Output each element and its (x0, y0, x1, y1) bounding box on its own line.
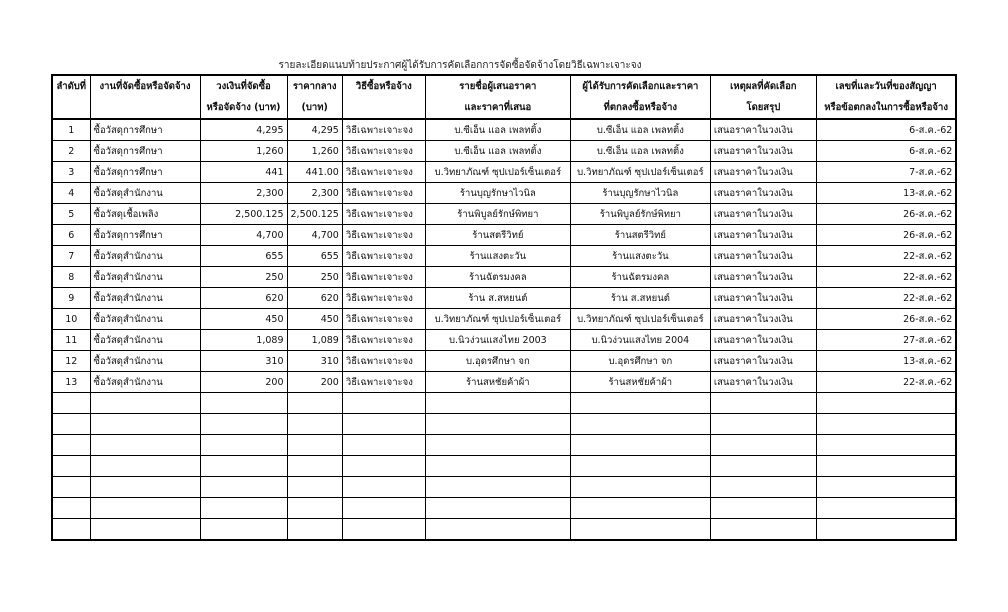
row-number-cell: 8 (52, 267, 90, 288)
method-cell: วิธีเฉพาะเจาะจง (342, 309, 425, 330)
empty-cell (425, 414, 570, 435)
contract-date-cell: 7-ส.ค.-62 (816, 162, 956, 183)
header-row-top (52, 75, 956, 97)
table-row (52, 246, 956, 267)
procurement-table (51, 74, 957, 541)
contract-date-cell: 27-ส.ค.-62 (816, 330, 956, 351)
empty-cell (287, 519, 342, 541)
empty-cell (342, 393, 425, 414)
selected-vendor-cell: ร้านบุญรักษาไวนิล (570, 183, 710, 204)
bidder-cell: ร้านสตรีวิทย์ (425, 225, 570, 246)
selected-vendor-cell: บ.ซีเอ็น แอล เพลทติ้ง (570, 141, 710, 162)
budget-cell: 1,089 (200, 330, 287, 351)
table-row (52, 309, 956, 330)
row-number-cell: 11 (52, 330, 90, 351)
header-cell: หรือข้อตกลงในการซื้อหรือจ้าง (816, 97, 956, 119)
median-price-cell: 4,700 (287, 225, 342, 246)
header-cell: ราคากลาง (287, 75, 342, 97)
empty-cell (425, 498, 570, 519)
selected-vendor-cell: ร้าน ส.สหยนต์ (570, 288, 710, 309)
header-cell: งานที่จัดซื้อหรือจัดจ้าง (90, 75, 200, 97)
empty-cell (287, 498, 342, 519)
table-row (52, 141, 956, 162)
empty-cell (425, 393, 570, 414)
empty-table-row (52, 498, 956, 519)
contract-date-cell: 26-ส.ค.-62 (816, 204, 956, 225)
header-cell: เหตุผลที่คัดเลือก (710, 75, 816, 97)
reason-cell: เสนอราคาในวงเงิน (710, 183, 816, 204)
method-cell: วิธีเฉพาะเจาะจง (342, 351, 425, 372)
row-number-cell: 2 (52, 141, 90, 162)
item-cell: ซื้อวัสดุสำนักงาน (90, 309, 200, 330)
item-cell: ซื้อวัสดุสำนักงาน (90, 288, 200, 309)
empty-table-row (52, 477, 956, 498)
empty-cell (710, 519, 816, 541)
row-number-cell: 9 (52, 288, 90, 309)
median-price-cell: 2,500.125 (287, 204, 342, 225)
empty-cell (287, 477, 342, 498)
budget-cell: 441 (200, 162, 287, 183)
median-price-cell: 655 (287, 246, 342, 267)
empty-cell (570, 477, 710, 498)
empty-cell (90, 498, 200, 519)
table-row (52, 225, 956, 246)
median-price-cell: 441.00 (287, 162, 342, 183)
method-cell: วิธีเฉพาะเจาะจง (342, 330, 425, 351)
item-cell: ซื้อวัสดุสำนักงาน (90, 351, 200, 372)
empty-cell (342, 414, 425, 435)
row-number-cell: 10 (52, 309, 90, 330)
header-cell: รายชื่อผู้เสนอราคา (425, 75, 570, 97)
empty-cell (710, 456, 816, 477)
empty-cell (90, 477, 200, 498)
method-cell: วิธีเฉพาะเจาะจง (342, 225, 425, 246)
table-row (52, 267, 956, 288)
table-row (52, 162, 956, 183)
bidder-cell: บ.วิทยาภัณฑ์ ซุปเปอร์เซ็นเตอร์ (425, 162, 570, 183)
selected-vendor-cell: บ.อุดรศึกษา จก (570, 351, 710, 372)
table-row (52, 330, 956, 351)
empty-cell (200, 498, 287, 519)
table-row (52, 372, 956, 393)
empty-cell (816, 435, 956, 456)
reason-cell: เสนอราคาในวงเงิน (710, 119, 816, 141)
empty-cell (816, 477, 956, 498)
empty-cell (200, 519, 287, 541)
median-price-cell: 1,260 (287, 141, 342, 162)
budget-cell: 450 (200, 309, 287, 330)
budget-cell: 200 (200, 372, 287, 393)
header-cell: ผู้ได้รับการคัดเลือกและราคา (570, 75, 710, 97)
header-cell (90, 97, 200, 119)
empty-cell (710, 435, 816, 456)
selected-vendor-cell: ร้านพิบูลย์รักษ์พิทยา (570, 204, 710, 225)
budget-cell: 2,500.125 (200, 204, 287, 225)
bidder-cell: บ.ซีเอ็น แอล เพลทติ้ง (425, 141, 570, 162)
item-cell: ซื้อวัสดุการศึกษา (90, 119, 200, 141)
budget-cell: 1,260 (200, 141, 287, 162)
empty-cell (425, 519, 570, 541)
selected-vendor-cell: ร้านสหชัยค้าผ้า (570, 372, 710, 393)
median-price-cell: 2,300 (287, 183, 342, 204)
bidder-cell: บ.อุดรศึกษา จก (425, 351, 570, 372)
reason-cell: เสนอราคาในวงเงิน (710, 204, 816, 225)
reason-cell: เสนอราคาในวงเงิน (710, 162, 816, 183)
empty-table-row (52, 435, 956, 456)
row-number-cell: 4 (52, 183, 90, 204)
contract-date-cell: 22-ส.ค.-62 (816, 372, 956, 393)
selected-vendor-cell: ร้านแสงตะวัน (570, 246, 710, 267)
item-cell: ซื้อวัสดุการศึกษา (90, 141, 200, 162)
empty-cell (342, 456, 425, 477)
reason-cell: เสนอราคาในวงเงิน (710, 225, 816, 246)
row-number-cell: 12 (52, 351, 90, 372)
bidder-cell: ร้านฉัตรมงคล (425, 267, 570, 288)
empty-cell (570, 414, 710, 435)
table-caption: รายละเอียดแนบท้ายประกาศผู้ได้รับการคัดเลือกการจัดซื้อจัดจ้างโดยวิธีเฉพาะเจาะจง (278, 60, 642, 71)
budget-cell: 4,700 (200, 225, 287, 246)
empty-cell (425, 435, 570, 456)
header-cell (342, 97, 425, 119)
header-cell: ลำดับที่ (52, 75, 90, 97)
median-price-cell: 4,295 (287, 119, 342, 141)
empty-cell (52, 519, 90, 541)
empty-table-row (52, 519, 956, 541)
header-cell: วิธีซื้อหรือจ้าง (342, 75, 425, 97)
method-cell: วิธีเฉพาะเจาะจง (342, 141, 425, 162)
empty-cell (710, 393, 816, 414)
bidder-cell: ร้านพิบูลย์รักษ์พิทยา (425, 204, 570, 225)
empty-cell (816, 519, 956, 541)
item-cell: ซื้อวัสดุสำนักงาน (90, 246, 200, 267)
method-cell: วิธีเฉพาะเจาะจง (342, 267, 425, 288)
empty-cell (90, 519, 200, 541)
bidder-cell: บ.วิทยาภัณฑ์ ซุปเปอร์เซ็นเตอร์ (425, 309, 570, 330)
empty-cell (52, 456, 90, 477)
empty-cell (52, 498, 90, 519)
header-cell (52, 97, 90, 119)
selected-vendor-cell: ร้านสตรีวิทย์ (570, 225, 710, 246)
median-price-cell: 450 (287, 309, 342, 330)
table-row (52, 351, 956, 372)
row-number-cell: 1 (52, 119, 90, 141)
contract-date-cell: 13-ส.ค.-62 (816, 183, 956, 204)
empty-cell (52, 477, 90, 498)
empty-cell (287, 456, 342, 477)
bidder-cell: ร้าน ส.สหยนต์ (425, 288, 570, 309)
header-cell: หรือจัดจ้าง (บาท) (200, 97, 287, 119)
item-cell: ซื้อวัสดุสำนักงาน (90, 372, 200, 393)
bidder-cell: ร้านบุญรักษาไวนิล (425, 183, 570, 204)
empty-cell (200, 456, 287, 477)
empty-cell (570, 393, 710, 414)
empty-cell (287, 393, 342, 414)
empty-cell (342, 519, 425, 541)
empty-cell (816, 456, 956, 477)
item-cell: ซื้อวัสดุการศึกษา (90, 162, 200, 183)
median-price-cell: 1,089 (287, 330, 342, 351)
item-cell: ซื้อวัสดุการศึกษา (90, 225, 200, 246)
bidder-cell: ร้านสหชัยค้าผ้า (425, 372, 570, 393)
method-cell: วิธีเฉพาะเจาะจง (342, 204, 425, 225)
empty-cell (90, 456, 200, 477)
reason-cell: เสนอราคาในวงเงิน (710, 351, 816, 372)
method-cell: วิธีเฉพาะเจาะจง (342, 246, 425, 267)
empty-cell (200, 393, 287, 414)
empty-cell (52, 414, 90, 435)
table-row (52, 119, 956, 141)
empty-table-row (52, 393, 956, 414)
reason-cell: เสนอราคาในวงเงิน (710, 246, 816, 267)
empty-cell (570, 498, 710, 519)
empty-table-row (52, 456, 956, 477)
budget-cell: 2,300 (200, 183, 287, 204)
item-cell: ซื้อวัสดุสำนักงาน (90, 183, 200, 204)
bidder-cell: บ.ซีเอ็น แอล เพลทติ้ง (425, 119, 570, 141)
header-cell: โดยสรุป (710, 97, 816, 119)
empty-cell (710, 414, 816, 435)
contract-date-cell: 26-ส.ค.-62 (816, 225, 956, 246)
budget-cell: 250 (200, 267, 287, 288)
table-row (52, 288, 956, 309)
median-price-cell: 310 (287, 351, 342, 372)
empty-cell (425, 477, 570, 498)
selected-vendor-cell: ร้านฉัตรมงคล (570, 267, 710, 288)
selected-vendor-cell: บ.นิวง่วนแสงไทย 2004 (570, 330, 710, 351)
empty-cell (710, 498, 816, 519)
header-cell: วงเงินที่จัดซื้อ (200, 75, 287, 97)
empty-cell (52, 435, 90, 456)
reason-cell: เสนอราคาในวงเงิน (710, 267, 816, 288)
budget-cell: 620 (200, 288, 287, 309)
table-row (52, 204, 956, 225)
reason-cell: เสนอราคาในวงเงิน (710, 309, 816, 330)
header-cell: ที่ตกลงซื้อหรือจ้าง (570, 97, 710, 119)
empty-cell (287, 435, 342, 456)
empty-cell (710, 477, 816, 498)
empty-cell (90, 414, 200, 435)
median-price-cell: 250 (287, 267, 342, 288)
row-number-cell: 3 (52, 162, 90, 183)
selected-vendor-cell: บ.วิทยาภัณฑ์ ซุปเปอร์เซ็นเตอร์ (570, 162, 710, 183)
table-body (52, 119, 956, 540)
contract-date-cell: 6-ส.ค.-62 (816, 141, 956, 162)
method-cell: วิธีเฉพาะเจาะจง (342, 372, 425, 393)
empty-cell (342, 477, 425, 498)
budget-cell: 310 (200, 351, 287, 372)
header-cell: และราคาที่เสนอ (425, 97, 570, 119)
empty-cell (570, 435, 710, 456)
empty-table-row (52, 414, 956, 435)
method-cell: วิธีเฉพาะเจาะจง (342, 162, 425, 183)
row-number-cell: 6 (52, 225, 90, 246)
table-row (52, 183, 956, 204)
bidder-cell: บ.นิวง่วนแสงไทย 2003 (425, 330, 570, 351)
empty-cell (342, 498, 425, 519)
empty-cell (90, 435, 200, 456)
empty-cell (287, 414, 342, 435)
header-row-bottom (52, 97, 956, 119)
empty-cell (90, 393, 200, 414)
contract-date-cell: 22-ส.ค.-62 (816, 246, 956, 267)
item-cell: ซื้อวัสดุสำนักงาน (90, 267, 200, 288)
row-number-cell: 7 (52, 246, 90, 267)
empty-cell (425, 456, 570, 477)
budget-cell: 4,295 (200, 119, 287, 141)
row-number-cell: 5 (52, 204, 90, 225)
bidder-cell: ร้านแสงตะวัน (425, 246, 570, 267)
empty-cell (816, 414, 956, 435)
selected-vendor-cell: บ.ซีเอ็น แอล เพลทติ้ง (570, 119, 710, 141)
empty-cell (200, 477, 287, 498)
budget-cell: 655 (200, 246, 287, 267)
reason-cell: เสนอราคาในวงเงิน (710, 330, 816, 351)
item-cell: ซื้อวัสดุสำนักงาน (90, 330, 200, 351)
contract-date-cell: 13-ส.ค.-62 (816, 351, 956, 372)
item-cell: ซื้อวัสดุเชื้อเพลิง (90, 204, 200, 225)
reason-cell: เสนอราคาในวงเงิน (710, 288, 816, 309)
contract-date-cell: 6-ส.ค.-62 (816, 119, 956, 141)
contract-date-cell: 22-ส.ค.-62 (816, 288, 956, 309)
empty-cell (816, 393, 956, 414)
empty-cell (570, 456, 710, 477)
empty-cell (52, 393, 90, 414)
header-cell: (บาท) (287, 97, 342, 119)
median-price-cell: 200 (287, 372, 342, 393)
header-cell: เลขที่และวันที่ของสัญญา (816, 75, 956, 97)
contract-date-cell: 22-ส.ค.-62 (816, 267, 956, 288)
selected-vendor-cell: บ.วิทยาภัณฑ์ ซุปเปอร์เซ็นเตอร์ (570, 309, 710, 330)
row-number-cell: 13 (52, 372, 90, 393)
method-cell: วิธีเฉพาะเจาะจง (342, 183, 425, 204)
reason-cell: เสนอราคาในวงเงิน (710, 141, 816, 162)
method-cell: วิธีเฉพาะเจาะจง (342, 288, 425, 309)
empty-cell (816, 498, 956, 519)
reason-cell: เสนอราคาในวงเงิน (710, 372, 816, 393)
median-price-cell: 620 (287, 288, 342, 309)
empty-cell (342, 435, 425, 456)
contract-date-cell: 26-ส.ค.-62 (816, 309, 956, 330)
method-cell: วิธีเฉพาะเจาะจง (342, 119, 425, 141)
empty-cell (570, 519, 710, 541)
empty-cell (200, 414, 287, 435)
empty-cell (200, 435, 287, 456)
